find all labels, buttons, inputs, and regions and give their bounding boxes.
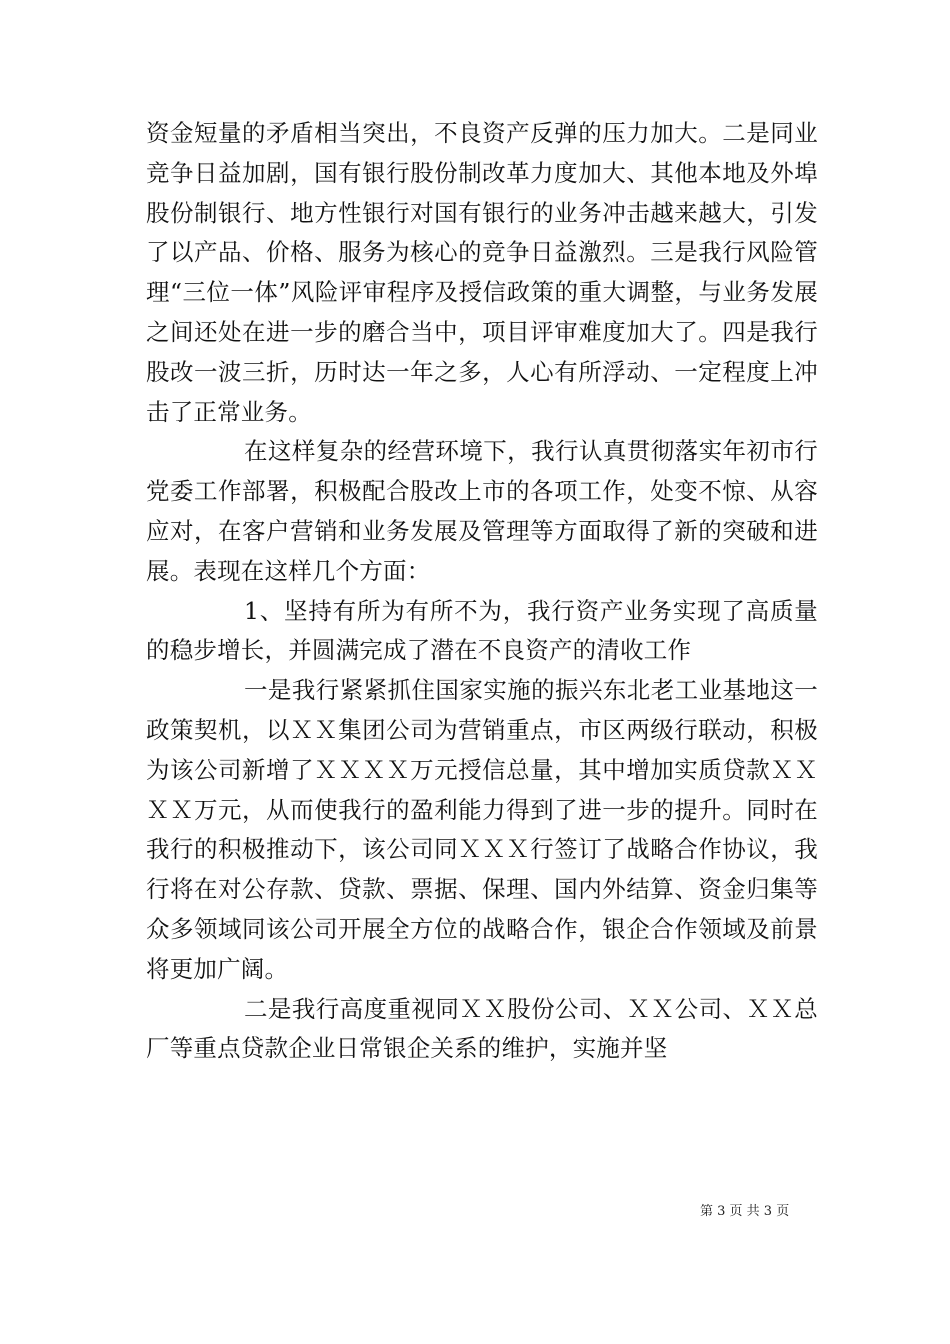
paragraph-3: 1、坚持有所为有所不为，我行资产业务实现了高质量的稳步增长，并圆满完成了潜在不良资产的清收工作 xyxy=(146,596,818,665)
paragraph-1: 资金短量的矛盾相当突出，不良资产反弹的压力加大。二是同业竞争日益加剧，国有银行股份制改革力度加大、其他本地及外埠股份制银行、地方性银行对国有银行的业务冲击越来越大，引发了以产品、价格、服务为核心的竞争日益激烈。三是我行风险管理“三位一体”风险评审程序及授信政策的重大调整，与业务发展之间还处在进一步的磨合当中，项目评审难度加大了。四是我行股改一波三折，历时达一年之多，人心有所浮动、一定程度上冲击了正常业务。 xyxy=(146,119,818,426)
document-body xyxy=(146,114,818,1069)
paragraph-4: 一是我行紧紧抓住国家实施的振兴东北老工业基地这一政策契机，以ＸＸ集团公司为营销重点，市区两级行联动，积极为该公司新增了ＸＸＸＸ万元授信总量，其中增加实质贷款ＸＸＸＸ万元，从而使我行的盈利能力得到了进一步的提升。同时在我行的积极推动下，该公司同ＸＸＸ行签订了战略合作协议，我行将在对公存款、贷款、票据、保理、国内外结算、资金归集等众多领域同该公司开展全方位的战略合作，银企合作领域及前景将更加广阔。 xyxy=(146,676,818,983)
paragraph-2: 在这样复杂的经营环境下，我行认真贯彻落实年初市行党委工作部署，积极配合股改上市的各项工作，处变不惊、从容应对，在客户营销和业务发展及管理等方面取得了新的突破和进展。表现在这样几个方面： xyxy=(146,437,818,585)
page-number-footer: 第 3 页 共 3 页 xyxy=(700,1204,790,1219)
paragraph-5: 二是我行高度重视同ＸＸ股份公司、ＸＸ公司、ＸＸ总厂等重点贷款企业日常银企关系的维护，实施并坚 xyxy=(146,994,818,1063)
